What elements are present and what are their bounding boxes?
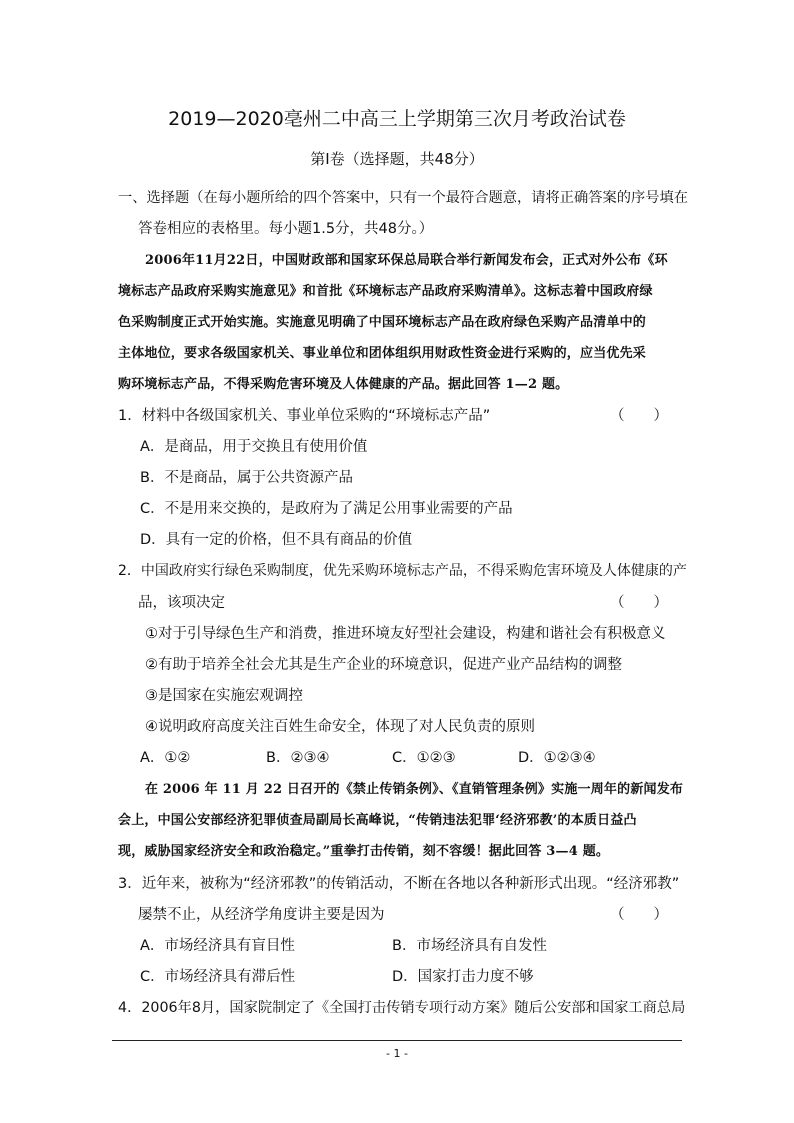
footer-divider <box>112 1040 682 1041</box>
question-3-option-d: D．国家打击力度不够 <box>392 969 534 985</box>
question-2-option-d: D．①②③④ <box>518 750 596 766</box>
question-2-statement-1: ①对于引导绿色生产和消费，推进环境友好型社会建设，构建和谐社会有积极意义 <box>145 626 666 642</box>
question-3-option-c: C．市场经济具有滞后性 <box>140 969 296 985</box>
question-3-option-a: A．市场经济具有盲目性 <box>140 938 295 954</box>
question-1-option-b: B．不是商品，属于公共资源产品 <box>140 470 353 486</box>
question-4-stem-line-1: 4．2006年8月，国家院制定了《全国打击传销专项行动方案》随后公安部和国家工商总局 <box>118 1000 686 1016</box>
exam-title: 2019—2020亳州二中高三上学期第三次月考政治试卷 <box>168 108 626 130</box>
page-number: - 1 - <box>386 1047 408 1060</box>
question-1-option-d: D．具有一定的价格，但不具有商品的价值 <box>140 532 413 548</box>
material-2-line-1: 在 2006 年 11 月 22 日召开的《禁止传销条例》、《直销管理条例》实施一周年的新闻发布 <box>145 782 684 797</box>
material-1-line-2: 境标志产品政府采购实施意见》和首批《环境标志产品政府采购清单》。这标志着中国政府绿 <box>118 284 653 299</box>
material-1-line-5: 购环境标志产品，不得采购危害环境及人体健康的产品。据此回答 1—2 题。 <box>118 377 569 392</box>
question-2-statement-2: ②有助于培养全社会尤其是生产企业的环境意识，促进产业产品结构的调整 <box>145 657 622 673</box>
material-2-line-2: 会上，中国公安部经济犯罪侦查局副局长高峰说，“传销违法犯罪‘经济邪教’的本质日益凸 <box>118 813 637 828</box>
material-1-line-3: 色采购制度正式开始实施。实施意见明确了中国环境标志产品在政府绿色采购产品清单中的 <box>118 315 647 330</box>
question-3-stem-line-2: 屡禁不止，从经济学角度讲主要是因为 <box>138 907 385 923</box>
question-2-option-c: C．①②③ <box>392 750 456 766</box>
question-2-answer-blank: （ ） <box>610 595 668 611</box>
material-1-line-4: 主体地位，要求各级国家机关、事业单位和团体组织用财政性资金进行采购的，应当优先采 <box>118 346 647 361</box>
question-2-stem-line-2: 品，该项决定 <box>138 595 225 611</box>
question-3-option-b: B．市场经济具有自发性 <box>392 938 547 954</box>
question-1-answer-blank: （ ） <box>610 408 668 424</box>
section-subtitle: 第Ⅰ卷（选择题，共48分） <box>310 150 484 168</box>
question-2-statement-3: ③是国家在实施宏观调控 <box>145 688 303 704</box>
question-1-option-a: A．是商品，用于交换且有使用价值 <box>140 439 368 455</box>
question-2-stem-line-1: 2．中国政府实行绿色采购制度，优先采购环境标志产品，不得采购危害环境及人体健康的产 <box>118 563 687 579</box>
question-2-statement-4: ④说明政府高度关注百姓生命安全，体现了对人民负责的原则 <box>145 719 535 735</box>
question-1-stem: 1．材料中各级国家机关、事业单位采购的“环境标志产品” <box>118 408 491 424</box>
material-2-line-3: 现，威胁国家经济安全和政治稳定。”重拳打击传销，刻不容缓！据此回答 3—4 题。 <box>118 844 610 859</box>
material-1-line-1: 2006年11月22日，中国财政部和国家环保总局联合举行新闻发布会，正式对外公布《环 <box>145 253 668 268</box>
instructions-line-2: 答卷相应的表格里。每小题1.5分，共48分。） <box>138 221 434 237</box>
question-3-stem-line-1: 3．近年来，被称为“经济邪教”的传销活动，不断在各地以各种新形式出现。“经济邪教” <box>118 876 680 892</box>
instructions-line-1: 一、选择题（在每小题所给的四个答案中，只有一个最符合题意，请将正确答案的序号填在 <box>118 190 689 206</box>
question-3-answer-blank: （ ） <box>610 907 668 923</box>
question-2-option-a: A．①② <box>140 750 191 766</box>
question-2-option-b: B．②③④ <box>266 750 330 766</box>
question-1-option-c: C．不是用来交换的，是政府为了满足公用事业需要的产品 <box>140 501 513 517</box>
